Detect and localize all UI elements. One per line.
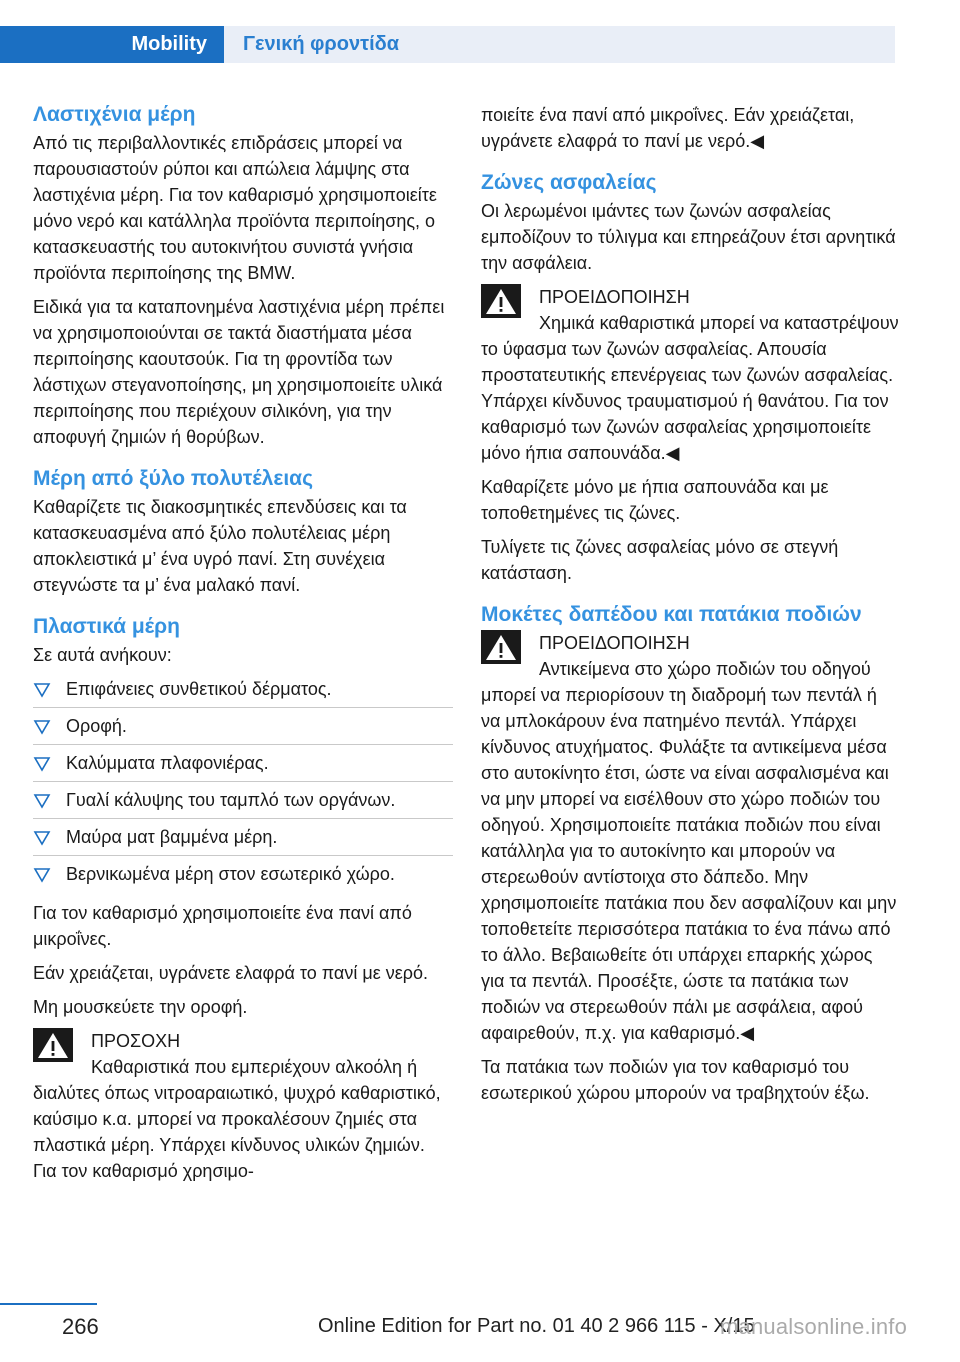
- heading-seat-belts: Ζώνες ασφαλείας: [481, 171, 657, 194]
- paragraph: Οι λερωμένοι ιμάντες των ζωνών ασφαλείας εμποδίζουν το τύλιγμα και επηρεάζουν έτσι αρνητικά την ασφάλεια.: [481, 201, 896, 273]
- caution-notice: [33, 1028, 453, 1184]
- heading-wood-parts: Μέρη από ξύλο πολυτέλειας: [33, 467, 313, 490]
- paragraph: ποιείτε ένα πανί από μικροΐνες. Εάν χρειάζεται, υγράνετε ελαφρά το πανί με νερό.◀: [481, 105, 855, 151]
- header-bar: [0, 26, 895, 63]
- list-item: [33, 713, 453, 745]
- list-item-text: Οροφή.: [66, 716, 127, 736]
- heading-plastic-parts: Πλαστικά μέρη: [33, 615, 180, 638]
- heading-rubber-parts: Λαστιχένια μέρη: [33, 103, 196, 126]
- triangle-bullet-icon: [33, 825, 51, 849]
- watermark: manualsonline.info: [720, 1314, 908, 1339]
- caution-text: Καθαριστικά που εμπεριέχουν αλκοόλη ή διαλύτες όπως νιτροαραιωτικό, ψυχρό καθαριστικό, καύσιμο κ.α. μπορεί να προκαλέσουν ζημιές στα πλαστικά μέρη. Υπάρχει κίνδυνος υλικών ζημιών. Για τον καθαρισμό χρησιμο-: [33, 1057, 441, 1181]
- list-item: [33, 787, 453, 819]
- list-item-text: Καλύμματα πλαφονιέρας.: [66, 753, 269, 773]
- list-item: [33, 861, 453, 892]
- paragraph: Ειδικά για τα καταπονημένα λαστιχένια μέρη πρέπει να χρησιμοποιούνται σε τακτά διαστήματα μέσα περιποίησης καουτσούκ. Για τη φροντίδα των λάστιχων στεγανοποίησης, μη χρησιμοποιείτε υλικά περιποίησης που περιέχουν σιλικόνη, για την αποφυγή ζημιών ή θορύβων.: [33, 297, 445, 447]
- triangle-bullet-icon: [33, 788, 51, 812]
- warning-triangle-icon: [481, 630, 521, 664]
- paragraph: Για τον καθαρισμό χρησιμοποιείτε ένα πανί από μικροΐνες.: [33, 903, 412, 949]
- warning-title: ΠΡΟΕΙΔΟΠΟΙΗΣΗ: [539, 633, 690, 653]
- paragraph: Μη μουσκεύετε την οροφή.: [33, 997, 248, 1017]
- caution-title: ΠΡΟΣΟΧΗ: [91, 1031, 181, 1051]
- plastic-parts-list: [33, 676, 453, 892]
- paragraph: Καθαρίζετε μόνο με ήπια σαπουνάδα και με τοποθετημένες τις ζώνες.: [481, 477, 829, 523]
- warning-triangle-icon: [33, 1028, 73, 1062]
- triangle-bullet-icon: [33, 714, 51, 738]
- edition-note: Online Edition for Part no. 01 40 2 966 115 - X/15: [318, 1315, 755, 1337]
- list-item-text: Μαύρα ματ βαμμένα μέρη.: [66, 827, 278, 847]
- warning-notice-mats: [481, 630, 899, 1046]
- list-item: [33, 676, 453, 708]
- list-item: [33, 750, 453, 782]
- page-number: 266: [62, 1314, 99, 1339]
- warning-text: Χημικά καθαριστικά μπορεί να καταστρέψουν το ύφασμα των ζωνών ασφαλείας. Απουσία προστατευτικής επενέργειας των ζωνών ασφαλείας. Υπάρχει κίνδυνος τραυματισμού ή θανάτου. Για τον καθαρισμό των ζωνών ασφαλείας χρησιμοποιείτε μόνο ήπια σαπουνάδα.◀: [481, 313, 899, 463]
- right-column: [481, 102, 899, 1114]
- paragraph: Εάν χρειάζεται, υγράνετε ελαφρά το πανί με νερό.: [33, 963, 428, 983]
- paragraph: Τα πατάκια των ποδιών για τον καθαρισμό του εσωτερικού χώρου μπορούν να τραβηχτούν έξω.: [481, 1057, 870, 1103]
- paragraph: Τυλίγετε τις ζώνες ασφαλείας μόνο σε στεγνή κατάσταση.: [481, 537, 839, 583]
- tab-general-care[interactable]: Γενική φροντίδα: [224, 26, 895, 63]
- footer-rule: [0, 1303, 97, 1305]
- tab-mobility[interactable]: Mobility: [0, 26, 224, 63]
- paragraph: Από τις περιβαλλοντικές επιδράσεις μπορεί να παρουσιαστούν ρύποι και απώλεια λάμψης στα λαστιχένια μέρη. Για τον καθαρισμό χρησιμοποιείτε μόνο νερό και κατάλληλα προϊόντα περιποίησης, ο κατασκευαστής του αυτοκινήτου συνιστά γνήσια προϊόντα περιποίησης της BMW.: [33, 133, 437, 283]
- triangle-bullet-icon: [33, 862, 51, 886]
- paragraph: Καθαρίζετε τις διακοσμητικές επενδύσεις και τα κατασκευασμένα από ξύλο πολυτέλειας μέρη αποκλειστικά μ’ ένα υγρό πανί. Στη συνέχεια στεγνώστε τα μ’ ένα μαλακό πανί.: [33, 497, 407, 595]
- warning-text: Αντικείμενα στο χώρο ποδιών του οδηγού μπορεί να περιορίσουν τη διαδρομή των πεντάλ ή να μπλοκάρουν ένα πατημένο πεντάλ. Υπάρχει κίνδυνος ατυχήματος. Φυλάξτε τα αντικείμενα μέσα στο αυτοκίνητο έτσι, ώστε να είναι ασφαλισμένα και να μην μπορεί να εισέλθουν στο χώρο ποδιών του οδηγού. Χρησιμοποιείτε πατάκια ποδιών που είναι κατάλληλα για το αυτοκίνητο και μπορούν να στερεωθούν αντίστοιχα στο δάπεδο. Μην χρησιμοποιείτε πατάκια που δεν ασφαλίζουν και μην τοποθετείτε περισσότερα πατάκια το ένα πάνω από το άλλο. Βεβαιωθείτε ότι υπάρχει επαρκής χώρος για τα πεντάλ. Προσέξτε, ώστε τα πατάκια των ποδιών να στερεωθούν πάλι με ασφάλεια, αφού αφαιρεθούν, π.χ. για καθαρισμό.◀: [481, 659, 897, 1043]
- warning-notice-belts: [481, 284, 899, 466]
- heading-floor-mats: Μοκέτες δαπέδου και πατάκια ποδιών: [481, 603, 862, 626]
- warning-triangle-icon: [481, 284, 521, 318]
- triangle-bullet-icon: [33, 751, 51, 775]
- list-item-text: Βερνικωμένα μέρη στον εσωτερικό χώρο.: [66, 864, 395, 884]
- list-item-text: Επιφάνειες συνθετικού δέρματος.: [66, 679, 332, 699]
- list-item-text: Γυαλί κάλυψης του ταμπλό των οργάνων.: [66, 790, 396, 810]
- warning-title: ΠΡΟΕΙΔΟΠΟΙΗΣΗ: [539, 287, 690, 307]
- triangle-bullet-icon: [33, 677, 51, 701]
- left-column: [33, 102, 453, 1192]
- paragraph: Σε αυτά ανήκουν:: [33, 645, 172, 665]
- list-item: [33, 824, 453, 856]
